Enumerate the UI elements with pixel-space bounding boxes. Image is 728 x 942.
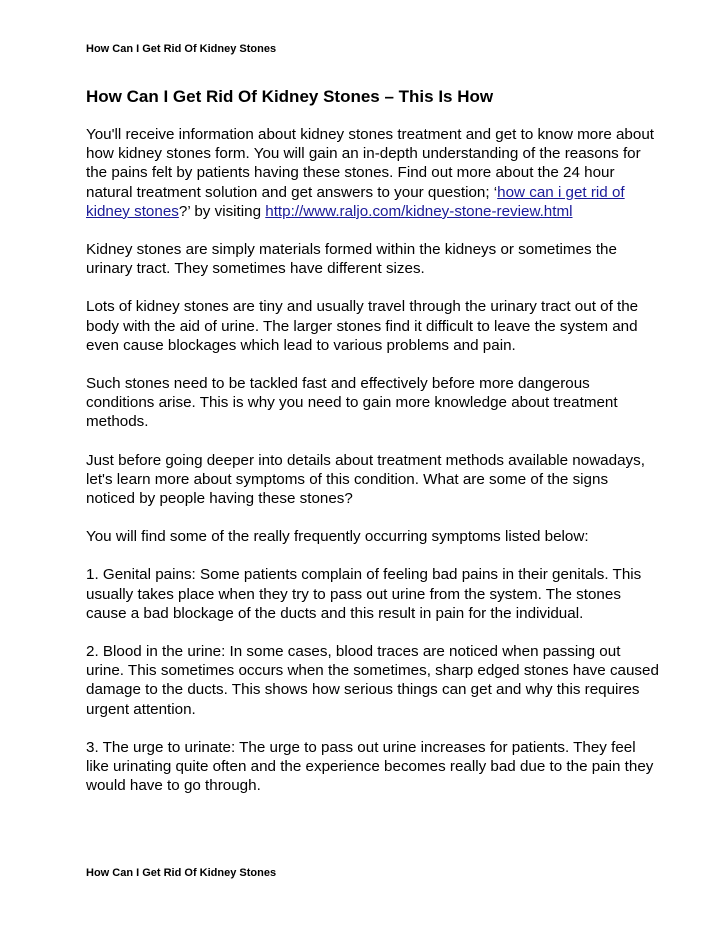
running-header: How Can I Get Rid Of Kidney Stones <box>86 43 277 55</box>
body-paragraph: You will find some of the really frequently occurring symptoms listed below: <box>86 528 589 546</box>
document-body <box>86 86 661 814</box>
symptom-item: 2. Blood in the urine: In some cases, blood traces are noticed when passing out urine. This sometimes occurs when the sometimes, sharp edged stones have caused damage to the ducts. This shows how serious things can get and why this requires urgent attention. <box>86 643 659 718</box>
kidney-stones-link[interactable]: how can i get rid of kidney stones <box>86 183 625 220</box>
body-paragraph: Lots of kidney stones are tiny and usually travel through the urinary tract out of the body with the aid of urine. The larger stones find it difficult to leave the system and even cause blockages which lead to various problems and pain. <box>86 298 639 354</box>
body-paragraph: Kidney stones are simply materials formed within the kidneys or sometimes the urinary tract. They sometimes have different sizes. <box>86 241 617 278</box>
intro-text-middle: ?’ by visiting <box>178 202 266 220</box>
running-footer: How Can I Get Rid Of Kidney Stones <box>86 867 277 879</box>
document-title: How Can I Get Rid Of Kidney Stones – This Is How <box>86 87 494 106</box>
intro-text: You'll receive information about kidney stones treatment and get to know more about how kidney stones form. You will gain an in-depth understanding of the reasons for the pains felt by patients having these stones. Find out more about the 24 hour natural treatment solution and get answers to your question; ‘ <box>86 126 654 201</box>
symptom-item: 1. Genital pains: Some patients complain of feeling bad pains in their genitals. This usually takes place when they try to pass out urine from the system. The stones cause a bad blockage of the ducts and this result in pain for the individual. <box>86 566 642 622</box>
review-url-link[interactable]: http://www.raljo.com/kidney-stone-review.html <box>265 202 573 220</box>
intro-paragraph <box>86 125 661 221</box>
body-paragraph: Just before going deeper into details about treatment methods available nowadays, let's learn more about symptoms of this condition. What are some of the signs noticed by people having these stones? <box>86 451 645 508</box>
symptom-item: 3. The urge to urinate: The urge to pass out urine increases for patients. They feel like urinating quite often and the experience becomes really bad due to the pain they would have to go through. <box>86 738 654 795</box>
body-paragraph: Such stones need to be tackled fast and effectively before more dangerous conditions arise. This is why you need to gain more knowledge about treatment methods. <box>86 375 618 431</box>
